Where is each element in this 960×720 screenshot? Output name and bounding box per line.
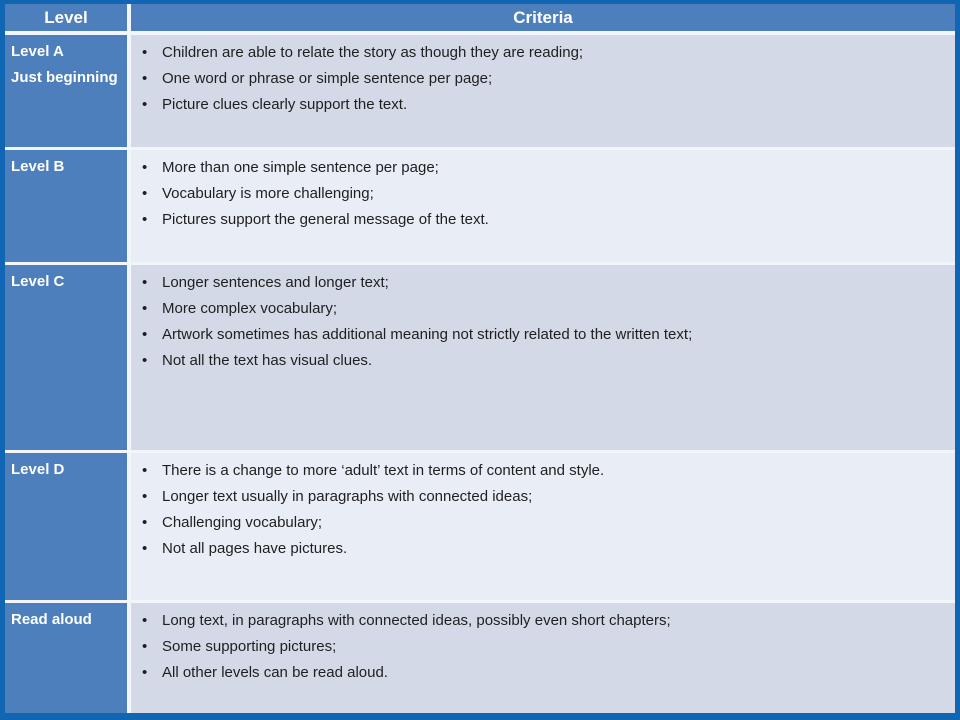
level-label: Read aloud [11, 611, 92, 628]
criteria-text: Longer sentences and longer text; [162, 274, 389, 291]
criteria-list [131, 40, 945, 118]
level-label: Level B [11, 158, 65, 175]
criteria-item [131, 634, 945, 660]
criteria-item [131, 510, 945, 536]
bullet-icon: • [142, 612, 148, 629]
bullet-icon: • [142, 540, 148, 557]
criteria-item [131, 155, 945, 181]
table-row [5, 265, 955, 450]
criteria-item [131, 181, 945, 207]
criteria-item [131, 322, 945, 348]
criteria-item [131, 66, 945, 92]
table-row [5, 603, 955, 713]
level-cell [5, 150, 127, 262]
criteria-text: Longer text usually in paragraphs with connected ideas; [162, 488, 533, 505]
criteria-text: Challenging vocabulary; [162, 514, 323, 531]
criteria-list [131, 608, 945, 686]
criteria-list [131, 458, 945, 562]
criteria-item [131, 40, 945, 66]
criteria-item [131, 348, 945, 374]
criteria-item [131, 608, 945, 634]
criteria-text: Not all pages have pictures. [162, 540, 348, 557]
criteria-item [131, 484, 945, 510]
bullet-icon: • [142, 664, 148, 681]
header-cell-criteria: Criteria [131, 4, 955, 31]
criteria-text: Some supporting pictures; [162, 638, 337, 655]
bullet-icon: • [142, 159, 148, 176]
bullet-icon: • [142, 638, 148, 655]
level-cell [5, 265, 127, 450]
criteria-text: Artwork sometimes has additional meaning not strictly related to the written text; [162, 326, 693, 343]
table-header-row [5, 4, 955, 31]
criteria-cell [131, 603, 955, 713]
bullet-icon: • [142, 44, 148, 61]
bullet-icon: • [142, 326, 148, 343]
level-label: Level A [11, 43, 64, 60]
criteria-item [131, 536, 945, 562]
bullet-icon: • [142, 514, 148, 531]
criteria-item [131, 270, 945, 296]
bullet-icon: • [142, 70, 148, 87]
bullet-icon: • [142, 274, 148, 291]
bullet-icon: • [142, 488, 148, 505]
criteria-item [131, 458, 945, 484]
criteria-list [131, 270, 945, 374]
criteria-list [131, 155, 945, 233]
level-sublabel: Just beginning [11, 69, 118, 86]
criteria-text: Vocabulary is more challenging; [162, 185, 374, 202]
bullet-icon: • [142, 96, 148, 113]
criteria-cell [131, 35, 955, 147]
criteria-cell [131, 150, 955, 262]
criteria-text: More complex vocabulary; [162, 300, 338, 317]
level-label: Level D [11, 461, 65, 478]
criteria-item [131, 207, 945, 233]
criteria-text: More than one simple sentence per page; [162, 159, 439, 176]
criteria-text: Long text, in paragraphs with connected ideas, possibly even short chapters; [162, 612, 671, 629]
table-body [5, 35, 955, 713]
bullet-icon: • [142, 352, 148, 369]
bullet-icon: • [142, 211, 148, 228]
bullet-icon: • [142, 462, 148, 479]
criteria-item [131, 660, 945, 686]
table-row [5, 150, 955, 262]
criteria-item [131, 296, 945, 322]
criteria-text: Pictures support the general message of the text. [162, 211, 489, 228]
criteria-text: One word or phrase or simple sentence per page; [162, 70, 493, 87]
level-label: Level C [11, 273, 65, 290]
criteria-cell [131, 453, 955, 600]
criteria-cell [131, 265, 955, 450]
criteria-text: Not all the text has visual clues. [162, 352, 373, 369]
level-cell [5, 35, 127, 147]
table-row [5, 453, 955, 600]
level-cell [5, 453, 127, 600]
criteria-text: Children are able to relate the story as though they are reading; [162, 44, 584, 61]
header-cell-level: Level [5, 4, 127, 31]
criteria-text: Picture clues clearly support the text. [162, 96, 408, 113]
bullet-icon: • [142, 300, 148, 317]
level-cell [5, 603, 127, 713]
bullet-icon: • [142, 185, 148, 202]
table-row [5, 35, 955, 147]
criteria-item [131, 92, 945, 118]
criteria-text: There is a change to more ‘adult’ text in terms of content and style. [162, 462, 605, 479]
criteria-text: All other levels can be read aloud. [162, 664, 388, 681]
